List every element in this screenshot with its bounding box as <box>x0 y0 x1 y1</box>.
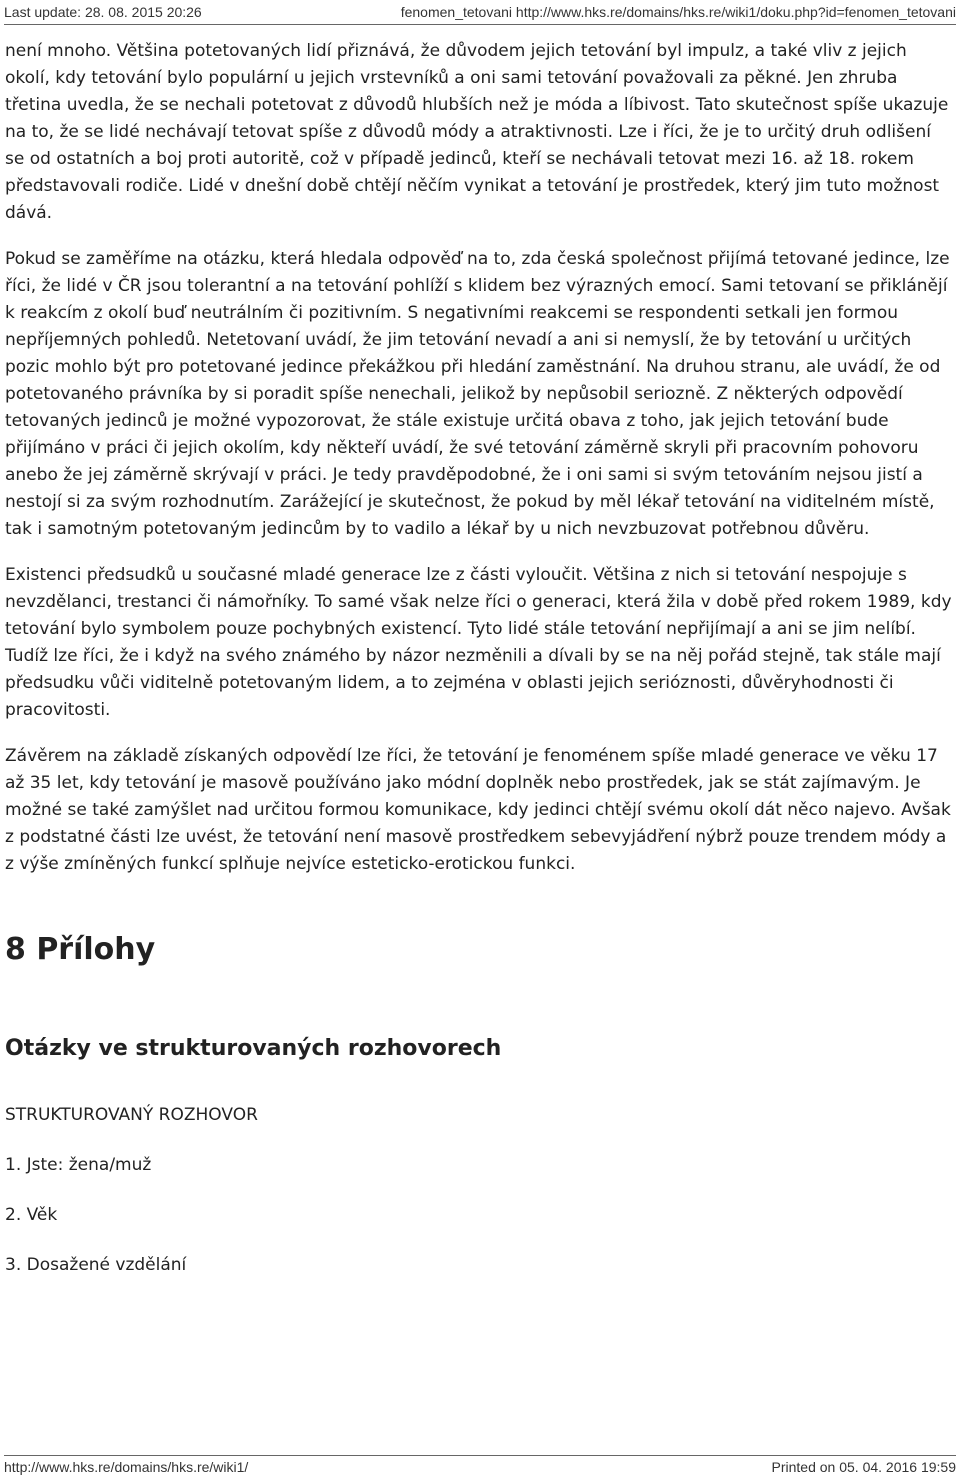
question-item: 3. Dosažené vzdělání <box>5 1255 187 1275</box>
section-heading: 8 Přílohy <box>5 932 156 967</box>
page-reference-text: fenomen_tetovani http://www.hks.re/domains/hks.re/wiki1/doku.php?id=fenomen_tetovani <box>400 4 956 20</box>
interview-title: STRUKTUROVANÝ ROZHOVOR <box>5 1105 258 1125</box>
paragraph-intro: není mnoho. Většina potetovaných lidí přiznává, že důvodem jejich tetování byl impulz, a také vliv z jejich okolí, kdy tetování bylo populární u jejich vrstevníků a oni sami tetování považovali za pěkné. Jen zhruba třetina uvedla, že se nechali potetovat z důvodů hlubších než je móda a líbivost. Tato skutečnost spíše ukazuje na to, že se lidé nechávají tetovat spíše z důvodů módy a atraktivnosti. Lze i říci, že je to určitý druh odlišení se od ostatních a boj proti autoritě, což v případě jedinců, kteří se nechávali tetovat mezi 16. až 18. rokem představovali rodiče. Lidé v dnešní době chtějí něčím vynikat a tetování je prostředek, který jim tuto možnost dává. <box>5 41 949 223</box>
paragraph-conclusion: Závěrem na základě získaných odpovědí lze říci, že tetování je fenoménem spíše mladé generace ve věku 17 až 35 let, kdy tetování je masově používáno jako módní doplněk nebo prostředek, jak se stát zajímavým. Je možné se také zamýšlet nad určitou formou komunikace, kdy jedinci chtějí svému okolí dát něco najevo. Avšak z podstatné části lze uvést, že tetování není masově prostředkem sebevyjádření nýbrž pouze trendem módy a z výše zmíněných funkcí splňuje nejvíce esteticko-erotickou funkci. <box>5 746 951 874</box>
page-footer <box>4 1455 956 1478</box>
footer-url-link[interactable]: http://www.hks.re/domains/hks.re/wiki1/ <box>4 1459 249 1475</box>
printed-date-text: Printed on 05. 04. 2016 19:59 <box>771 1459 956 1475</box>
page-header <box>4 0 956 25</box>
last-update-text: Last update: 28. 08. 2015 20:26 <box>4 4 202 20</box>
document-content <box>5 38 954 1279</box>
subsection-heading: Otázky ve strukturovaných rozhovorech <box>5 1036 502 1061</box>
paragraph-acceptance: Pokud se zaměříme na otázku, která hledala odpověď na to, zda česká společnost přijímá tetované jedince, lze říci, že lidé v ČR jsou tolerantní a na tetování pohlíží s klidem bez výrazných emocí. Sami tetovaní se přiklánějí k reakcím z okolí buď neutrálním či pozitivním. S negativními reakcemi se respondenti setkali jen formou nepříjemných pohledů. Netetovaní uvádí, že jim tetování nevadí a ani si nemyslí, že by tetování u určitých pozic mohlo být pro potetované jedince překážkou při hledání zaměstnání. Na druhou stranu, ale uvádí, že od potetovaného právníka by si poradit spíše nenechali, jelikož by nepůsobil seriozně. Z některých odpovědí tetovaných jedinců je možné vypozorovat, že stále existuje určitá obava z toho, jak jejich tetování bude přijímáno v práci či jejich okolím, kdy někteří uvádí, že své tetování záměrně skryli při pracovním pohovoru anebo že jej záměrně skrývají v práci. Je tedy pravděpodobné, že i oni sami si svým tetováním nejsou jistí a nestojí si za svým rozhodnutím. Zarážející je skutečnost, že pokud by měl lékař tetování na viditelném místě, tak i samotným potetovaným jedincům by to vadilo a lékař by u nich nevzbuzovat potřebnou důvěru. <box>5 249 950 539</box>
question-item: 1. Jste: žena/muž <box>5 1155 152 1175</box>
paragraph-prejudice: Existenci předsudků u současné mladé generace lze z části vyloučit. Většina z nich si tetování nespojuje s nevzdělanci, trestanci či námořníky. To samé však nelze říci o generaci, která žila v době před rokem 1989, kdy tetování bylo symbolem pouze pochybných existencí. Tyto lidé stále tetování nepřijímají a ani se jim nelíbí. Tudíž lze říci, že i když na svého známého by názor nezměnili a dívali by se na něj pořád stejně, tak stále mají předsudku vůči viditelně potetovaným lidem, a to zejména v oblasti jejich serióznosti, důvěryhodnosti či pracovitosti. <box>5 565 952 720</box>
question-item: 2. Věk <box>5 1205 58 1225</box>
